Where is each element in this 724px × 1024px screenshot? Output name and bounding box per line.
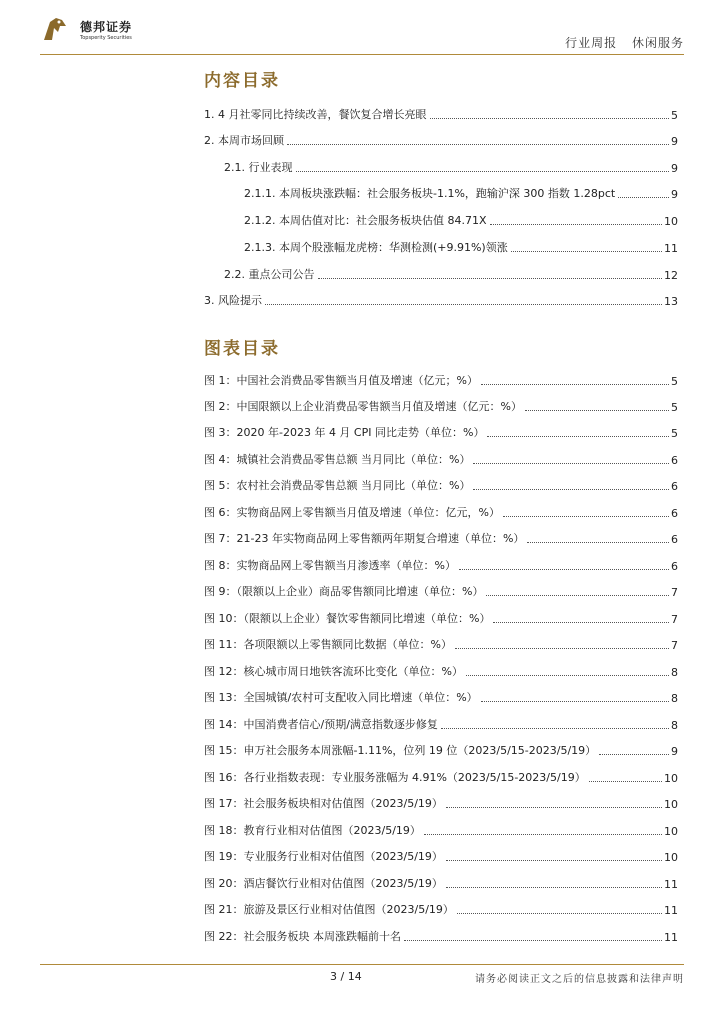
figure-item-text: 图 21：旅游及景区行业相对估值图（2023/5/19） (204, 903, 454, 916)
toc-item[interactable] (244, 212, 678, 228)
figure-item-text: 图 10：（限额以上企业）餐饮零售额同比增速（单位：%） (204, 612, 491, 625)
figure-item-text: 图 15：申万社会服务本周涨幅-1.11%，位列 19 位（2023/5/15-2023/5/19） (204, 744, 597, 757)
figure-item[interactable] (204, 451, 678, 467)
leader-dots (446, 807, 662, 808)
figure-item-text: 图 13：全国城镇/农村可支配收入同比增速（单位：%） (204, 691, 478, 704)
leader-dots (493, 622, 669, 623)
figure-item-page: 10 (664, 825, 678, 838)
figure-item[interactable] (204, 372, 678, 388)
toc-item-page: 13 (664, 295, 678, 308)
leader-dots (473, 463, 669, 464)
toc-item-text: 2.1.3. 本周个股涨幅龙虎榜：华测检测(+9.91%)领涨 (244, 241, 508, 254)
page-number: 3 / 14 (330, 970, 362, 983)
figure-item[interactable] (204, 583, 678, 599)
sector-name: 休闲服务 (631, 36, 684, 50)
figure-item-page: 10 (664, 772, 678, 785)
figure-item-page: 6 (671, 507, 678, 520)
figure-item-text: 图 5：农村社会消费品零售总额 当月同比（单位：%） (204, 479, 471, 492)
figure-item[interactable] (204, 742, 678, 758)
figure-item-text: 图 1：中国社会消费品零售额当月值及增速（亿元；%） (204, 374, 478, 387)
figure-item-text: 图 7：21-23 年实物商品网上零售额两年期复合增速（单位：%） (204, 532, 525, 545)
figure-item-text: 图 6：实物商品网上零售额当月值及增速（单位：亿元，%） (204, 506, 500, 519)
figure-item[interactable] (204, 424, 678, 440)
company-name-en: Topsperity Securities (80, 35, 132, 41)
figure-item-page: 6 (671, 480, 678, 493)
leader-dots (446, 860, 662, 861)
figure-item-page: 6 (671, 454, 678, 467)
toc-item-text: 1. 4 月社零同比持续改善，餐饮复合增长亮眼 (204, 108, 427, 121)
figure-item-page: 9 (671, 745, 678, 758)
figure-item-text: 图 9：（限额以上企业）商品零售额同比增速（单位：%） (204, 585, 484, 598)
company-logo (40, 14, 160, 48)
toc-item[interactable] (224, 266, 678, 282)
leader-dots (455, 648, 669, 649)
figure-item-page: 11 (664, 878, 678, 891)
figure-item[interactable] (204, 901, 678, 917)
figure-item-page: 11 (664, 931, 678, 944)
figure-item-text: 图 12：核心城市周日地铁客流环比变化（单位：%） (204, 665, 463, 678)
toc-item[interactable] (224, 159, 678, 175)
toc-item-page: 9 (671, 162, 678, 175)
toc-item-text: 2.1.1. 本周板块涨跌幅：社会服务板块-1.1%，跑输沪深 300 指数 1.28pct (244, 187, 616, 200)
leader-dots (487, 436, 669, 437)
toc-item-page: 12 (664, 269, 678, 282)
figure-item-page: 8 (671, 692, 678, 705)
leader-dots (265, 304, 662, 305)
leader-dots (527, 542, 669, 543)
leader-dots (424, 834, 662, 835)
figure-item[interactable] (204, 398, 678, 414)
leader-dots (296, 171, 670, 172)
toc-item[interactable] (204, 106, 678, 122)
header-divider (40, 54, 684, 55)
footer-divider (40, 964, 684, 965)
figure-item-page: 5 (671, 401, 678, 414)
figure-item-page: 6 (671, 533, 678, 546)
toc-item-text: 2.1.2. 本周估值对比：社会服务板块估值 84.71X (244, 214, 487, 227)
leader-dots (503, 516, 669, 517)
leader-dots (481, 384, 669, 385)
figure-item-page: 7 (671, 639, 678, 652)
toc-item[interactable] (204, 292, 678, 308)
figure-item[interactable] (204, 822, 678, 838)
figure-item-page: 10 (664, 798, 678, 811)
figure-item-text: 图 16：各行业指数表现：专业服务涨幅为 4.91%（2023/5/15-2023/5/19） (204, 771, 586, 784)
toc-item-page: 9 (671, 135, 678, 148)
toc-item-text: 2.1. 行业表现 (224, 161, 293, 174)
figure-item-text: 图 8：实物商品网上零售额当月渗透率（单位：%） (204, 559, 456, 572)
leader-dots (446, 887, 662, 888)
figure-item-page: 5 (671, 375, 678, 388)
toc-item-text: 2. 本周市场回顾 (204, 134, 284, 147)
leader-dots (525, 410, 669, 411)
toc-item-page: 11 (664, 242, 678, 255)
figure-item[interactable] (204, 663, 678, 679)
leader-dots (481, 701, 669, 702)
report-type: 行业周报 (565, 36, 618, 50)
figure-item[interactable] (204, 928, 678, 944)
leader-dots (589, 781, 662, 782)
leader-dots (473, 489, 669, 490)
leader-dots (618, 197, 669, 198)
leader-dots (404, 940, 662, 941)
figure-item[interactable] (204, 689, 678, 705)
figure-item-page: 8 (671, 719, 678, 732)
figure-item[interactable] (204, 848, 678, 864)
toc-item-page: 10 (664, 215, 678, 228)
figure-item-page: 6 (671, 560, 678, 573)
figure-item[interactable] (204, 610, 678, 626)
figure-item[interactable] (204, 636, 678, 652)
leader-dots (511, 251, 662, 252)
figure-item-text: 图 4：城镇社会消费品零售总额 当月同比（单位：%） (204, 453, 471, 466)
figure-item[interactable] (204, 557, 678, 573)
report-header-tags (565, 34, 684, 51)
toc-title: 内容目录 (204, 71, 280, 91)
figure-item-page: 7 (671, 613, 678, 626)
toc-item[interactable] (244, 239, 678, 255)
figure-item-text: 图 17：社会服务板块相对估值图（2023/5/19） (204, 797, 443, 810)
figure-item[interactable] (204, 769, 678, 785)
figure-item-text: 图 19：专业服务行业相对估值图（2023/5/19） (204, 850, 443, 863)
figures-title: 图表目录 (204, 339, 280, 359)
figure-item-text: 图 14：中国消费者信心/预期/满意指数逐步修复 (204, 718, 438, 731)
figure-item-page: 8 (671, 666, 678, 679)
figure-item[interactable] (204, 477, 678, 493)
company-logo-icon (40, 14, 70, 44)
toc-item-page: 5 (671, 109, 678, 122)
figure-item-text: 图 18：教育行业相对估值图（2023/5/19） (204, 824, 421, 837)
figure-item-page: 7 (671, 586, 678, 599)
figure-item-text: 图 22：社会服务板块 本周涨跌幅前十名 (204, 930, 401, 943)
leader-dots (430, 118, 670, 119)
figure-item[interactable] (204, 716, 678, 732)
leader-dots (466, 675, 669, 676)
figure-item-page: 11 (664, 904, 678, 917)
figure-item[interactable] (204, 504, 678, 520)
figure-item-page: 5 (671, 427, 678, 440)
figure-item-text: 图 20：酒店餐饮行业相对估值图（2023/5/19） (204, 877, 443, 890)
figure-item[interactable] (204, 875, 678, 891)
toc-item-text: 2.2. 重点公司公告 (224, 268, 315, 281)
leader-dots (490, 224, 662, 225)
leader-dots (287, 144, 669, 145)
figure-item[interactable] (204, 530, 678, 546)
leader-dots (457, 913, 662, 914)
leader-dots (318, 278, 663, 279)
toc-item-page: 9 (671, 188, 678, 201)
leader-dots (486, 595, 669, 596)
leader-dots (459, 569, 669, 570)
figure-item[interactable] (204, 795, 678, 811)
toc-item[interactable] (244, 185, 678, 201)
toc-item-text: 3. 风险提示 (204, 294, 262, 307)
figure-item-text: 图 11：各项限额以上零售额同比数据（单位：%） (204, 638, 452, 651)
leader-dots (441, 728, 669, 729)
figure-item-text: 图 3：2020 年-2023 年 4 月 CPI 同比走势（单位：%） (204, 426, 485, 439)
leader-dots (599, 754, 669, 755)
legal-disclaimer: 请务必阅读正文之后的信息披露和法律声明 (475, 974, 684, 985)
figure-item-text: 图 2：中国限额以上企业消费品零售额当月值及增速（亿元：%） (204, 400, 522, 413)
company-name: 德邦证券 (80, 20, 133, 34)
figure-item-page: 10 (664, 851, 678, 864)
toc-item[interactable] (204, 132, 678, 148)
